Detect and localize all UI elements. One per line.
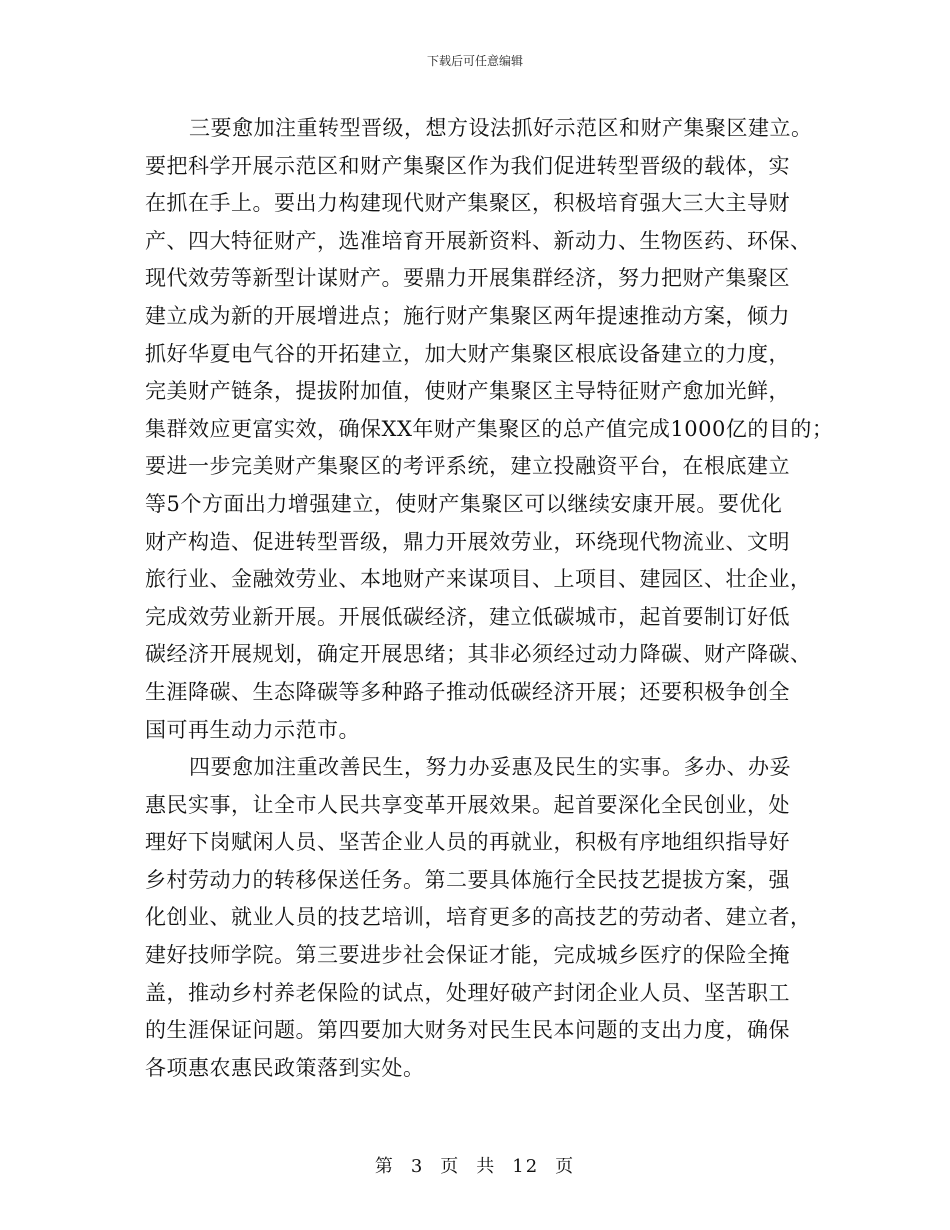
text-line: 旅行业、金融效劳业、本地财产来谋项目、上项目、建园区、壮企业， [145, 567, 812, 592]
text-line: 四要愈加注重改善民生，努力办妥惠及民生的实事。多办、办妥 [189, 755, 791, 780]
text-line: 完成效劳业新开展。开展低碳经济，建立低碳城市，起首要制订好低 [145, 604, 790, 629]
text-line: 盖，推动乡村养老保险的试点，处理好破产封闭企业人员、坚苦职工 [145, 980, 790, 1005]
text-line: 碳经济开展规划，确定开展思绪；其非必须经过动力降碳、财产降碳、 [145, 642, 812, 667]
text-line: 要进一步完美财产集聚区的考评系统，建立投融资平台，在根底建立 [145, 454, 790, 479]
footer-total-word: 共 [476, 1156, 497, 1177]
page-footer [0, 1152, 950, 1178]
text-line: 等5个方面出力增强建立，使财产集聚区可以继续安康开展。要优化 [145, 491, 783, 516]
text-line: 乡村劳动力的转移保送任务。第二要具体施行全民技艺提拔方案，强 [145, 867, 790, 892]
page-header: 下载后可任意编辑 [426, 54, 523, 68]
text-line: 国可再生动力示范市。 [145, 717, 360, 742]
text-line: 三要愈加注重转型晋级，想方设法抓好示范区和财产集聚区建立。 [189, 116, 813, 140]
text-line: 生涯降碳、生态降碳等多种路子推动低碳经济开展；还要积极争创全 [145, 679, 790, 704]
paragraph-4 [145, 749, 825, 1087]
text-line: 产、四大特征财产，选准培育开展新资料、新动力、生物医药、环保、 [145, 228, 812, 253]
total-page-number: 12 [512, 1156, 540, 1177]
text-line: 惠民实事，让全市人民共享变革开展效果。起首要深化全民创业，处 [145, 792, 790, 817]
text-line: 的生涯保证问题。第四要加大财务对民生民本问题的支出力度，确保 [145, 1018, 790, 1043]
footer-prefix: 第 [374, 1156, 395, 1177]
footer-suffix: 页 [555, 1156, 576, 1177]
text-line: 建好技师学院。第三要进步社会保证才能，完成城乡医疗的保险全掩 [145, 943, 790, 968]
text-line: 各项惠农惠民政策落到实处。 [145, 1055, 425, 1080]
text-line: 建立成为新的开展增进点；施行财产集聚区两年提速推动方案，倾力 [145, 303, 790, 328]
paragraph-3 [145, 110, 834, 749]
document-body [145, 110, 834, 1087]
current-page-number: 3 [410, 1156, 425, 1177]
text-line: 化创业、就业人员的技艺培训，培育更多的高技艺的劳动者、建立者， [145, 905, 812, 930]
text-line: 现代效劳等新型计谋财产。要鼎力开展集群经济，努力把财产集聚区 [145, 266, 790, 291]
text-line: 完美财产链条，提拔附加值，使财产集聚区主导特征财产愈加光鲜， [145, 379, 790, 404]
footer-page-word: 页 [440, 1156, 461, 1177]
text-line: 抓好华夏电气谷的开拓建立，加大财产集聚区根底设备建立的力度， [145, 341, 790, 366]
text-line: 在抓在手上。要出力构建现代财产集聚区，积极培育强大三大主导财 [145, 191, 790, 216]
text-line: 理好下岗赋闲人员、坚苦企业人员的再就业，积极有序地组织指导好 [145, 830, 790, 855]
text-line: 要把科学开展示范区和财产集聚区作为我们促进转型晋级的载体，实 [145, 153, 790, 178]
text-line: 集群效应更富实效，确保XX年财产集聚区的总产值完成1000亿的目的； [145, 416, 834, 441]
text-line: 财产构造、促进转型晋级，鼎力开展效劳业，环绕现代物流业、文明 [145, 529, 790, 554]
